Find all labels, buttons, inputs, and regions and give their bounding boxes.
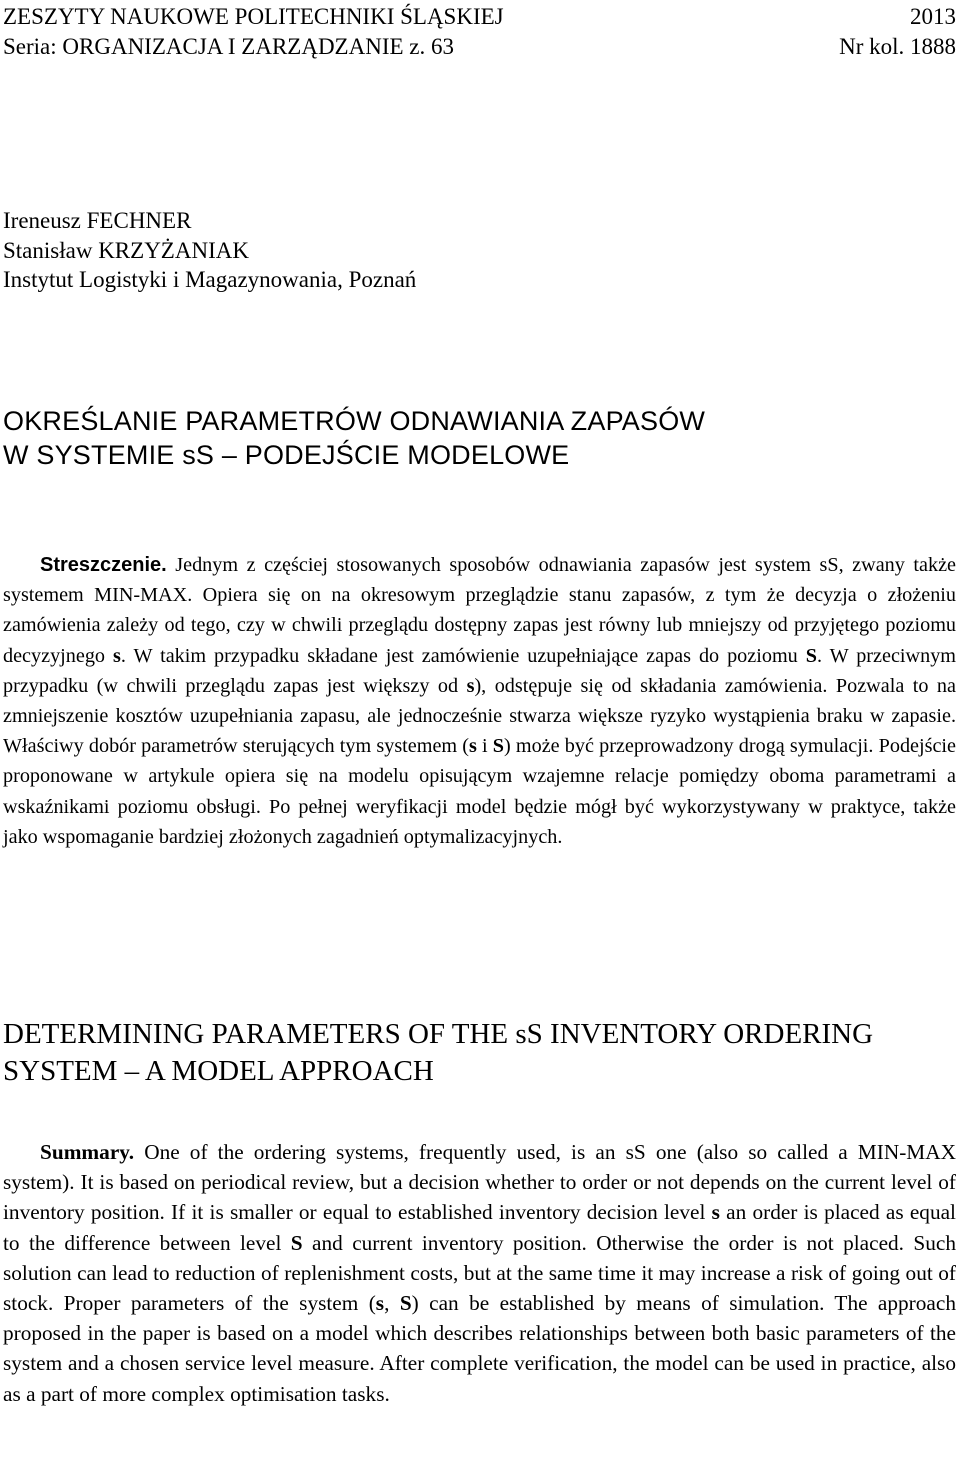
abstract-text: One of the ordering systems, frequently used, is an sS one (also so called a MIN-MAX system). It is based on periodical review, but a decision whether to order or not depends on the current level of inventory position. If it is smaller or equal to established inventory decision level (3, 1140, 956, 1225)
issue-number: Nr kol. 1888 (839, 34, 956, 59)
symbol-s: s (469, 735, 477, 758)
journal-name: ZESZYTY NAUKOWE POLITECHNIKI ŚLĄSKIEJ (3, 4, 504, 29)
symbol-S: S (399, 1291, 412, 1316)
journal-year: 2013 (910, 4, 956, 29)
abstract-text: and current inventory position. Otherwise the order is not placed. Such solution can lead to reduction of replenishment costs, but at the same time it may increase a risk of going out of stock. Proper parameters of the system ( (3, 1230, 956, 1316)
abstract-text: Jednym z częściej stosowanych sposobów odnawiania zapasów jest system sS, zwany także systemem MIN-MAX. Opiera się on na okresowym przeglądzie stanu zapasów, z tym że decyzja o złożeniu zamówienia zależy od tego, czy w chwili przeglądu dostępny zapas jest równy lub mniejszy od przyjętego poziomu decyzyjnego (3, 554, 956, 667)
symbol-S: S (492, 735, 505, 758)
symbol-s: s (375, 1291, 385, 1316)
series-header (3, 33, 956, 61)
symbol-S: S (290, 1230, 303, 1255)
symbol-s: s (711, 1200, 720, 1225)
title-english (3, 1016, 873, 1090)
abstract-text: ) może być przeprowadzony drogą symulacji. Podejście proponowane w artykule opiera się na modelu opisującym wzajemne relacje pomiędzy oboma parametrami a wskaźnikami poziomu obsługi. Po pełnej weryfikacji model będzie mógł być wykorzystywany w praktyce, także jako wspomaganie bardziej złożonych zagadnień optymalizacyjnych. (3, 735, 956, 848)
symbol-S: S (805, 644, 817, 667)
title-line: DETERMINING PARAMETERS OF THE sS INVENTORY ORDERING (3, 1018, 874, 1050)
journal-header (3, 3, 956, 31)
abstract-english (3, 1137, 956, 1409)
title-line: SYSTEM – A MODEL APPROACH (3, 1055, 434, 1087)
abstract-label: Summary. (40, 1140, 135, 1164)
title-line: W SYSTEMIE sS – PODEJŚCIE MODELOWE (3, 440, 570, 470)
title-line: OKREŚLANIE PARAMETRÓW ODNAWIANIA ZAPASÓW (3, 406, 706, 436)
author-name: Stanisław KRZYŻANIAK (3, 237, 249, 263)
abstract-text: i (476, 735, 493, 758)
abstract-polish (3, 550, 956, 852)
abstract-text: an order is placed as equal to the difference between level (3, 1200, 956, 1255)
author-affiliation: Instytut Logistyki i Magazynowania, Poznań (3, 267, 417, 292)
abstract-text: ), odstępuje się od składania zamówienia. Pozwala to na zmniejszenie kosztów uzupełniania zapasu, ale jednocześnie stwarza większe ryzyko wystąpienia braku w zapasie. Właściwy dobór parametrów sterujących tym systemem ( (3, 674, 956, 758)
abstract-text: , (384, 1291, 400, 1316)
author-name: Ireneusz FECHNER (3, 208, 192, 233)
symbol-s: s (466, 674, 475, 697)
series-name: Seria: ORGANIZACJA I ZARZĄDZANIE z. 63 (3, 34, 454, 59)
title-polish (3, 404, 705, 472)
abstract-label: Streszczenie. (40, 554, 167, 576)
abstract-text: . W takim przypadku składane jest zamówienie uzupełniające zapas do poziomu (120, 644, 806, 667)
abstract-text: . W przeciwnym przypadku (w chwili przeglądu zapas jest większy od (3, 644, 956, 697)
authors-block (3, 206, 416, 295)
symbol-s: s (112, 644, 121, 667)
abstract-text: ) can be established by means of simulation. The approach proposed in the paper is based on a model which describes relationships between both basic parameters of the system and a chosen service level measure. After complete verification, the model can be used in practice, also as a part of more complex optimisation tasks. (3, 1291, 956, 1406)
